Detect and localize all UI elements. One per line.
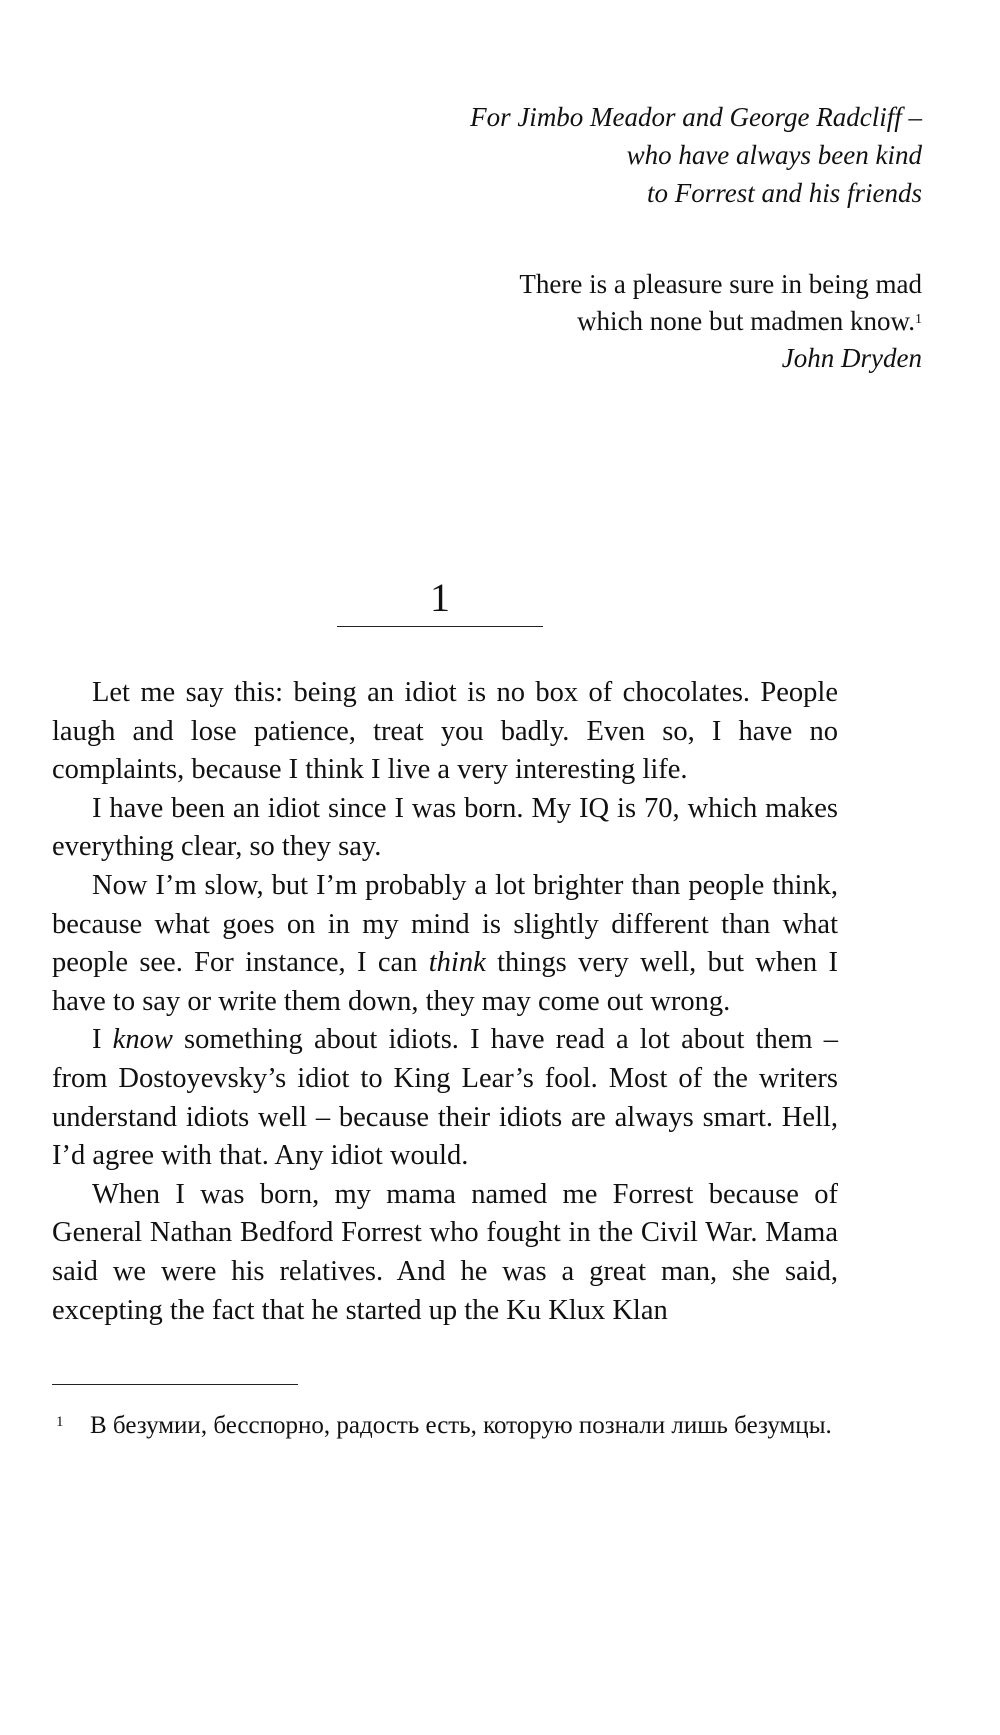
epigraph-line: which none but madmen know. [577,306,915,336]
paragraph-text: I [92,1024,113,1056]
footnote-divider [52,1384,298,1385]
chapter-number: 1 [430,575,450,620]
paragraph [52,867,838,1021]
footnote [52,1407,838,1444]
emphasis-text: think [428,947,486,979]
paragraph-text: something about idiots. I have read a lot about them – from Dostoyevsky’s idiot to King Lear’s fool. Most of the writers understand idiots well – because their idiots are always smart. Hell, I’d agree with that. Any idiot would. [52,1024,838,1172]
chapter-divider [337,626,543,627]
paragraph: When I was born, my mama named me Forrest because of General Nathan Bedford Forrest who fought in the Civil War. Mama said we were his relatives. And he was a great man, she said, excepting the fact that he started up the Ku Klux Klan [52,1178,838,1326]
dedication-line: to Forrest and his friends [646,178,922,208]
epigraph-line: There is a pleasure sure in being mad [519,269,922,299]
emphasis-text: know [112,1024,173,1056]
epigraph [362,266,922,377]
paragraph-text: things very well, but when I have to say or write them down, they may come out wrong. [52,947,838,1017]
footnote-reference: 1 [915,312,922,327]
dedication-line: who have always been kind [626,140,922,170]
chapter-body [52,674,838,1330]
epigraph-line-with-ref [362,303,922,340]
paragraph: Let me say this: being an idiot is no box of chocolates. People laugh and lose patience, treat you badly. Even so, I have no complaints, because I think I live a very interesting life. [52,677,838,786]
footnote-mark: 1 [56,1414,64,1430]
epigraph-author: John Dryden [781,343,922,373]
dedication [362,98,922,212]
paragraph-text: Now I’m slow, but I’m probably a lot brighter than people think, because what goes on in my mind is slightly different than what people see. For instance, I can [52,869,838,979]
paragraph: I have been an idiot since I was born. My IQ is 70, which makes everything clear, so they say. [52,792,838,863]
dedication-line: For Jimbo Meador and George Radcliff – [470,102,922,132]
footnote-text: В безумии, бесспорно, радость есть, которую познали лишь безумцы. [90,1412,832,1439]
paragraph [52,1021,838,1175]
